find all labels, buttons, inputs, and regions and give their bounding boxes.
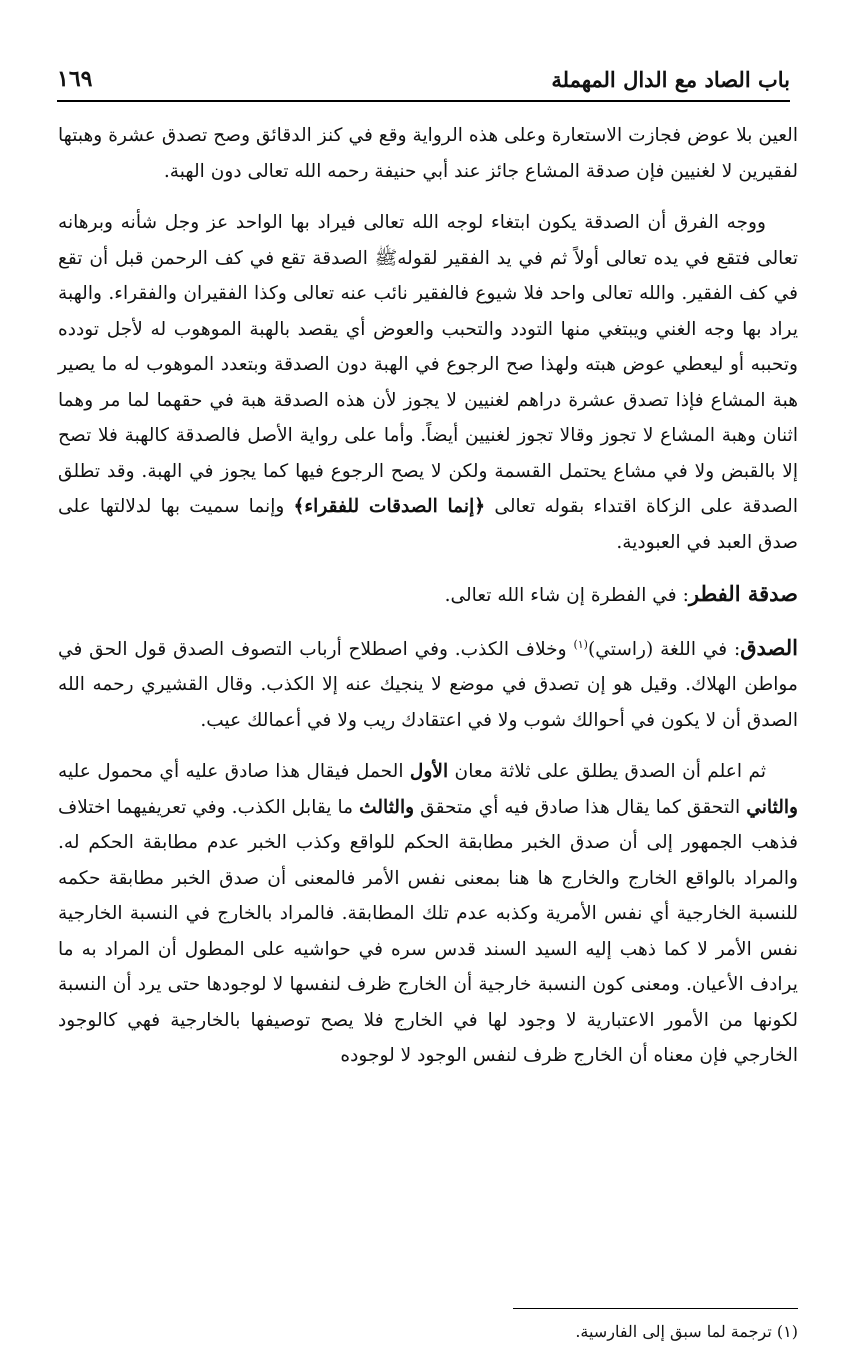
entry-term: صدقة الفطر <box>688 581 798 606</box>
chapter-title: باب الصاد مع الدال المهملة <box>551 66 790 92</box>
header-rule <box>57 100 790 102</box>
footnote-text: ترجمة لما سبق إلى الفارسية. <box>575 1322 772 1341</box>
entry-term: الصدق <box>740 634 798 660</box>
paragraph-continuation: العين بلا عوض فجازت الاستعارة وعلى هذه الرواية وقع في كنز الدقائق وصح تصدق عشرة وهبتها لفقيرين لا لغنيين فإن صدقة المشاع جائز عند أبي حنيفة رحمه الله تعالى دون الهبة. <box>58 125 798 182</box>
page-number: ١٦٩ <box>57 66 93 92</box>
paragraph-difference: ووجه الفرق أن الصدقة يكون ابتغاء لوجه الله تعالى فيراد بها الواحد عز وجل شأنه وبرهانه تعالى فتقع في يده تعالى أولاً ثم في يد الفقير لقولهﷺ الصدقة تقع في كف الرحمن قبل أن تقع في كف الفقير. والله تعالى واحد فلا شيوع فالفقير نائب عنه تعالى وكذا الفقيران والفقراء. والهبة يراد بها وجه الغني ويبتغي منها التودد والتحبب والعوض أي يقصد بالهبة الموهوب له لأجل تودده وتحببه أو ليعطي عوض هبته ولهذا صح الرجوع في الهبة دون الصدقة وبتعدد الموهوب له ما يصير هبة المشاع فإذا تصدق عشرة دراهم لغنيين لا يجوز لأن هذه الصدقة هبة في حقهما لما مر وهما اثنان وهبة المشاع لا تجوز وقالا تجوز لغنيين أيضاً. وأما على رواية الأصل فالصدقة كالهبة فلا تصح إلا بالقبض ولا في مشاع يحتمل القسمة ولكن لا يصح الرجوع فيها كما يجوز في الهبة. وقد تطلق الصدقة على الزكاة اقتداء بقوله تعالى ﴿إنما الصدقات للفقراء﴾ وإنما سميت بها لدلالتها على صدق العبد في العبودية. <box>58 212 799 553</box>
footnote <box>58 1318 798 1346</box>
salutation-glyph: ﷺ <box>374 247 398 269</box>
footnote-rule <box>513 1308 798 1309</box>
running-header <box>57 56 790 102</box>
quran-quote: ﴿إنما الصدقات للفقراء﴾ <box>293 496 486 517</box>
footnote-number: (١) <box>776 1322 798 1341</box>
footnote-reference: (١) <box>573 637 588 651</box>
main-text <box>58 118 798 1074</box>
entry-al-sidq: الصدق: في اللغة (راستي)$^{(١)}$ وخلاف الكذب. وفي اصطلاح أرباب التصوف الصدق قول الحق في مواطن الهلاك. وقيل هو إن تصدق في موضع لا ينجيك عنه إلا الكذب. وقال القشيري رحمه الله الصدق أن لا يكون في أحوالك شوب ولا في اعتقادك ريب ولا في أعمالك عيب. <box>58 634 798 731</box>
entry-sadaqat-al-fitr: صدقة الفطر: في الفطرة إن شاء الله تعالى. <box>444 581 798 606</box>
paragraph-meanings: ثم اعلم أن الصدق يطلق على ثلاثة معان الأول الحمل فيقال هذا صادق عليه أي محمول عليه والثاني التحقق كما يقال هذا صادق فيه أي متحقق والثالث ما يقابل الكذب. وفي تعريفيهما اختلاف فذهب الجمهور إلى أن صدق الخبر مطابقة الحكم للواقع وكذب الخبر عدم مطابقة الحكم له. والمراد بالواقع الخارج والخارج ها هنا بمعنى نفس الأمر فالمعنى أن صدق الخبر مطابقة حكمه للنسبة الخارجية أي نفس الأمرية وكذبه عدم تلك المطابقة. فالمراد بالخارج في النسبة الخارجية نفس الأمر لا كما ذهب إليه السيد السند قدس سره في حواشيه على المطول أن المراد به ما يرادف الأعيان. ومعنى كون النسبة خارجية أن الخارج ظرف لنفسها لا لوجودها حتى يرد أن النسبة لكونها من الأمور الاعتبارية لا وجود لها في الخارج فلا يصح توصيفها بالخارجية فهي كالوجود الخارجي فإن معناه أن الخارج ظرف لنفس الوجود لا لوجوده <box>58 761 799 1066</box>
